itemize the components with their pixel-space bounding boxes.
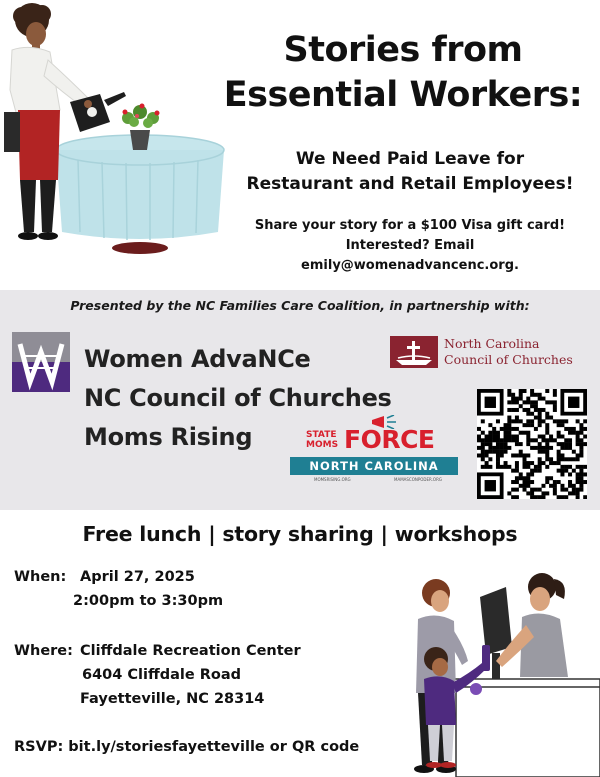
- partners-band: [0, 290, 600, 510]
- smf-website-1: MOMSRISING.ORG: [314, 477, 351, 482]
- title-line-2: Essential Workers:: [223, 75, 583, 115]
- partner-women-advance: Women AdvaNCe: [84, 345, 311, 373]
- subtitle: [230, 147, 590, 197]
- smf-ribbon: [290, 457, 458, 475]
- header-section: [0, 0, 600, 290]
- partner-nc-council-of-churches: NC Council of Churches: [84, 384, 392, 412]
- cashier-illustration: [384, 565, 600, 777]
- page-title: [218, 28, 588, 118]
- smf-force-text: FORCE: [344, 425, 435, 454]
- where-label: Where:: [14, 643, 73, 659]
- women-advance-logo: [12, 332, 70, 392]
- event-date: April 27, 2025: [80, 569, 195, 585]
- smf-moms-text: MOMS: [306, 440, 339, 450]
- subtitle-line-2: Restaurant and Retail Employees!: [246, 174, 574, 194]
- event-venue: Cliffdale Recreation Center: [80, 643, 301, 659]
- nc-council-of-churches-logo: [390, 332, 590, 372]
- event-street: 6404 Cliffdale Road: [82, 667, 242, 683]
- event-details-section: [0, 510, 600, 777]
- smf-state-text: STATE: [306, 430, 337, 440]
- partner-moms-rising: Moms Rising: [84, 423, 253, 451]
- subtitle-line-1: We Need Paid Leave for: [295, 149, 525, 169]
- gift-card-offer: [240, 216, 580, 276]
- offer-line-1: Share your story for a $100 Visa gift card!: [254, 218, 566, 233]
- event-city: Fayetteville, NC 28314: [80, 691, 265, 707]
- title-line-1: Stories from: [283, 30, 523, 70]
- when-label: When:: [14, 569, 67, 585]
- contact-email[interactable]: emily@womenadvancenc.org.: [301, 258, 519, 273]
- state-moms-force-logo: [284, 415, 464, 481]
- church-icon: [390, 336, 438, 368]
- event-time: 2:00pm to 3:30pm: [73, 593, 224, 609]
- nccc-logo-line-2: Council of Churches: [444, 352, 573, 367]
- qr-code-icon[interactable]: [477, 389, 587, 499]
- nccc-logo-line-1: North Carolina: [444, 336, 540, 351]
- smf-region-text: NORTH CAROLINA: [309, 459, 439, 473]
- activities-heading: Free lunch | story sharing | workshops: [82, 522, 518, 546]
- waiter-illustration: [0, 0, 235, 265]
- offer-line-2: Interested? Email: [345, 238, 475, 253]
- presented-by-text: Presented by the NC Families Care Coalition, in partnership with:: [70, 298, 530, 313]
- rsvp-text[interactable]: RSVP: bit.ly/storiesfayetteville or QR code: [14, 739, 360, 755]
- smf-website-2: MAMASCONPODER.ORG: [394, 477, 442, 482]
